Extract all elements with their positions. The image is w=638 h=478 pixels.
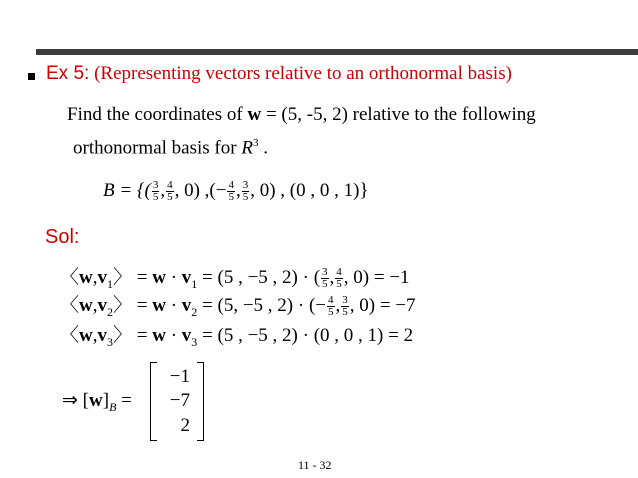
fraction-3-5: $\frac{3}{5}$ — [322, 266, 328, 291]
matrix-entry-2: −7 — [169, 390, 190, 411]
matrix-entry-1: −1 — [169, 366, 190, 387]
bullet-square-icon — [28, 73, 35, 80]
header-rule — [36, 49, 638, 55]
matrix-left-bracket — [150, 362, 157, 441]
problem-line-2: orthonormal basis for $R^3$ . — [73, 137, 268, 159]
step-inner-product-3: 〈$w,v_3$〉 = $w \cdot v_3 = (5$ , −5 , 2) · (0 , 0 , 1) = 2 — [60, 325, 414, 349]
basis-equation: B = {( $\frac{3}{5}$ , $\frac{4}{5}$ , 0) ,(− $\frac{4}{5}$ , $\frac{3}{5}$ , 0) , (0 , 0 , 1)} — [103, 179, 369, 204]
fraction-3-5: $\frac{3}{5}$ — [242, 179, 249, 204]
result-lhs: ⇒ $[w]_B$ = — [62, 390, 132, 414]
fraction-4-5: $\frac{4}{5}$ — [328, 294, 334, 319]
matrix-right-bracket — [197, 362, 204, 441]
fraction-3-5: $\frac{3}{5}$ — [152, 179, 159, 204]
fraction-4-5: $\frac{4}{5}$ — [228, 179, 234, 204]
example-title: Ex 5: (Representing vectors relative to an orthonormal basis) — [46, 63, 512, 84]
fraction-4-5: $\frac{4}{5}$ — [167, 179, 173, 204]
fraction-3-5: $\frac{3}{5}$ — [342, 294, 348, 319]
fraction-4-5: $\frac{4}{5}$ — [336, 266, 342, 291]
solution-label: Sol: — [45, 226, 80, 248]
result-matrix — [150, 362, 204, 439]
page-number: 11 - 32 — [298, 458, 332, 472]
step-inner-product-2: 〈$w,v_2$〉 = $w \cdot v_2 = (5$, −5 , 2) · (− $\frac{4}{5}$ , $\frac{3}{5}$ , 0) = −7 — [60, 294, 416, 319]
matrix-entry-3: 2 — [180, 415, 190, 436]
step-inner-product-1: 〈$w,v_1$〉 = $w \cdot v_1 = (5$ , −5 , 2) · ( $\frac{3}{5}$ , $\frac{4}{5}$ , 0) = −1 — [60, 266, 410, 291]
problem-line-1: Find the coordinates of w = (5, -5, 2) relative to the following — [67, 104, 536, 125]
